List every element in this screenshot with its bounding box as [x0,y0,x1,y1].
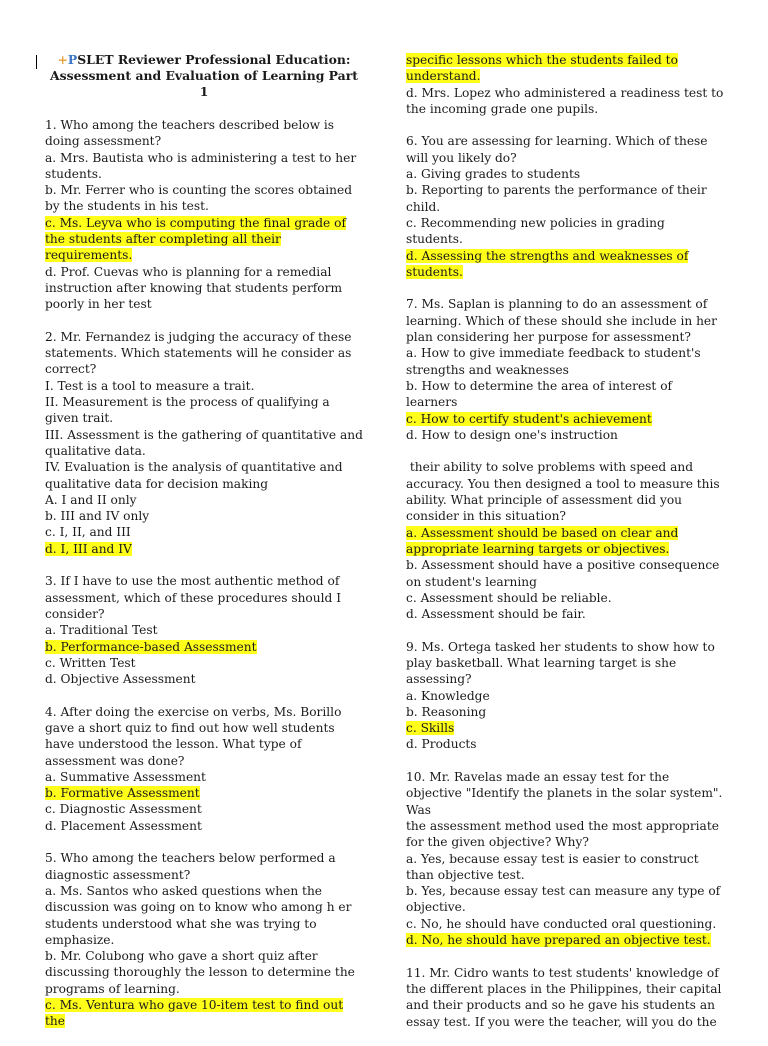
answer-highlight: b. Formative Assessment [45,786,200,801]
question-stem: their ability to solve problems with speed and accuracy. You then designed a tool to measure this ability. What principle of assessment did you consider in this situation? [406,460,724,524]
title-line2: Assessment and Evaluation of Learning Part 1 [50,68,358,99]
answer-highlight: a. Assessment should be based on clear and appropriate learning targets or objectives. [406,525,679,556]
question-3 [45,573,363,687]
answer-highlight: d. Assessing the strengths and weaknesses of students. [406,248,689,279]
question-10 [406,769,724,948]
option-c-continued [406,52,724,85]
option-d-answer [45,541,363,557]
statement-4: IV. Evaluation is the analysis of quantitative and qualitative data for decision making [45,460,343,491]
option-a: a. How to give immediate feedback to student's strengths and weaknesses [406,346,701,377]
question-stem: 7. Ms. Saplan is planning to do an assessment of learning. Which of these should she include in her plan considering her purpose for assessment? [406,297,717,345]
statement-2: II. Measurement is the process of qualifying a given trait. [45,395,330,426]
question-6 [406,133,724,280]
question-1 [45,117,363,313]
answer-highlight: c. Ms. Leyva who is computing the final grade of the students after completing all their requirements. [45,215,346,263]
option-c: c. I, II, and III [45,525,131,540]
option-b: b. Mr. Colubong who gave a short quiz after discussing thoroughly the lesson to determine the programs of learning. [45,949,355,996]
question-4 [45,704,363,834]
option-d: d. Placement Assessment [45,818,202,833]
question-7 [406,296,724,443]
option-b: b. Yes, because essay test can measure any type of objective. [406,884,721,915]
answer-highlight: d. I, III and IV [45,541,132,556]
question-stem: 4. After doing the exercise on verbs, Ms. Borillo gave a short quiz to find out how well students have understood the lesson. What type of assessment was done? [45,704,342,768]
option-b: b. Assessment should have a positive consequence on student's learning [406,558,720,589]
title-p: P [67,52,78,67]
option-a: a. Knowledge [406,688,490,703]
option-d: d. Products [406,737,477,752]
answer-highlight: b. Performance-based Assessment [45,639,257,654]
option-b-answer [45,639,363,655]
option-d-answer [406,932,724,948]
title-line1: SLET Reviewer Professional Education: [77,52,351,67]
question-stem: 2. Mr. Fernandez is judging the accuracy of these statements. Which statements will he consider as correct? [45,329,352,377]
option-c: c. Diagnostic Assessment [45,802,202,817]
question-5-continued [406,52,724,117]
option-d: d. How to design one's instruction [406,427,618,442]
option-c: c. Assessment should be reliable. [406,590,612,605]
question-8 [406,459,724,622]
answer-highlight: d. No, he should have prepared an objective test. [406,933,711,948]
left-column [45,52,363,1046]
option-c: c. No, he should have conducted oral questioning. [406,916,717,931]
statement-3: III. Assessment is the gathering of quantitative and qualitative data. [45,427,363,458]
option-d-answer [406,248,724,281]
question-stem: 5. Who among the teachers below performed a diagnostic assessment? [45,851,336,882]
question-stem-1: 10. Mr. Ravelas made an essay test for the objective "Identify the planets in the solar system". Was [406,770,723,817]
option-d: d. Prof. Cuevas who is planning for a remedial instruction after knowing that students perform poorly in her test [45,264,343,312]
answer-highlight: c. Skills [406,721,455,736]
option-a: a. Mrs. Bautista who is administering a test to her students. [45,150,357,181]
option-b: b. Reporting to parents the performance of their child. [406,183,707,214]
option-a-answer [406,525,724,558]
option-c-answer [406,411,724,427]
option-b: b. How to determine the area of interest of learners [406,378,673,410]
question-stem: 6. You are assessing for learning. Which of these will you likely do? [406,134,708,165]
option-d: d. Mrs. Lopez who administered a readiness test to the incoming grade one pupils. [406,85,724,116]
question-9 [406,639,724,753]
question-11 [406,965,724,1030]
question-stem: 1. Who among the teachers described below is doing assessment? [45,118,335,149]
question-5 [45,850,363,1029]
document-title [45,52,363,100]
option-a: a. Yes, because essay test is easier to construct than objective test. [406,851,699,882]
option-a: a. Summative Assessment [45,769,206,784]
option-a: A. I and II only [45,492,137,507]
option-b: b. Reasoning [406,704,487,719]
statement-1: I. Test is a tool to measure a trait. [45,378,255,393]
option-a: a. Ms. Santos who asked questions when the discussion was going on to know who among h er students understood what she was trying to emphasize. [45,883,352,947]
option-c-answer [45,997,363,1030]
option-c-answer [45,215,363,264]
question-stem: 9. Ms. Ortega tasked her students to show how to play basketball. What learning target is she assessing? [406,639,715,687]
option-c-answer [406,720,724,736]
title-plus: + [57,52,68,67]
option-a: a. Giving grades to students [406,167,581,182]
option-d: d. Assessment should be fair. [406,607,586,622]
question-stem: 3. If I have to use the most authentic method of assessment, which of these procedures should I consider? [45,574,342,621]
answer-highlight: c. Ms. Ventura who gave 10-item test to find out the [45,998,344,1029]
option-b-answer [45,785,363,801]
option-a: a. Traditional Test [45,623,158,638]
option-b: b. Mr. Ferrer who is counting the scores obtained by the students in his test. [45,183,353,214]
question-2 [45,329,363,557]
answer-highlight: c. How to certify student's achievement [406,411,652,426]
text-cursor [36,55,37,69]
option-b: b. III and IV only [45,509,150,524]
option-c: c. Written Test [45,655,136,670]
right-column [406,52,724,1046]
answer-highlight: specific lessons which the students failed to understand. [406,53,678,84]
question-stem-2: the assessment method used the most appropriate for the given objective? Why? [406,818,719,850]
question-stem: 11. Mr. Cidro wants to test students' knowledge of the different places in the Philippines, their capital and their products and so he gave his students an essay test. If you were the teacher, will you do the [406,965,722,1029]
option-d: d. Objective Assessment [45,672,196,687]
option-c: c. Recommending new policies in grading students. [406,215,665,247]
